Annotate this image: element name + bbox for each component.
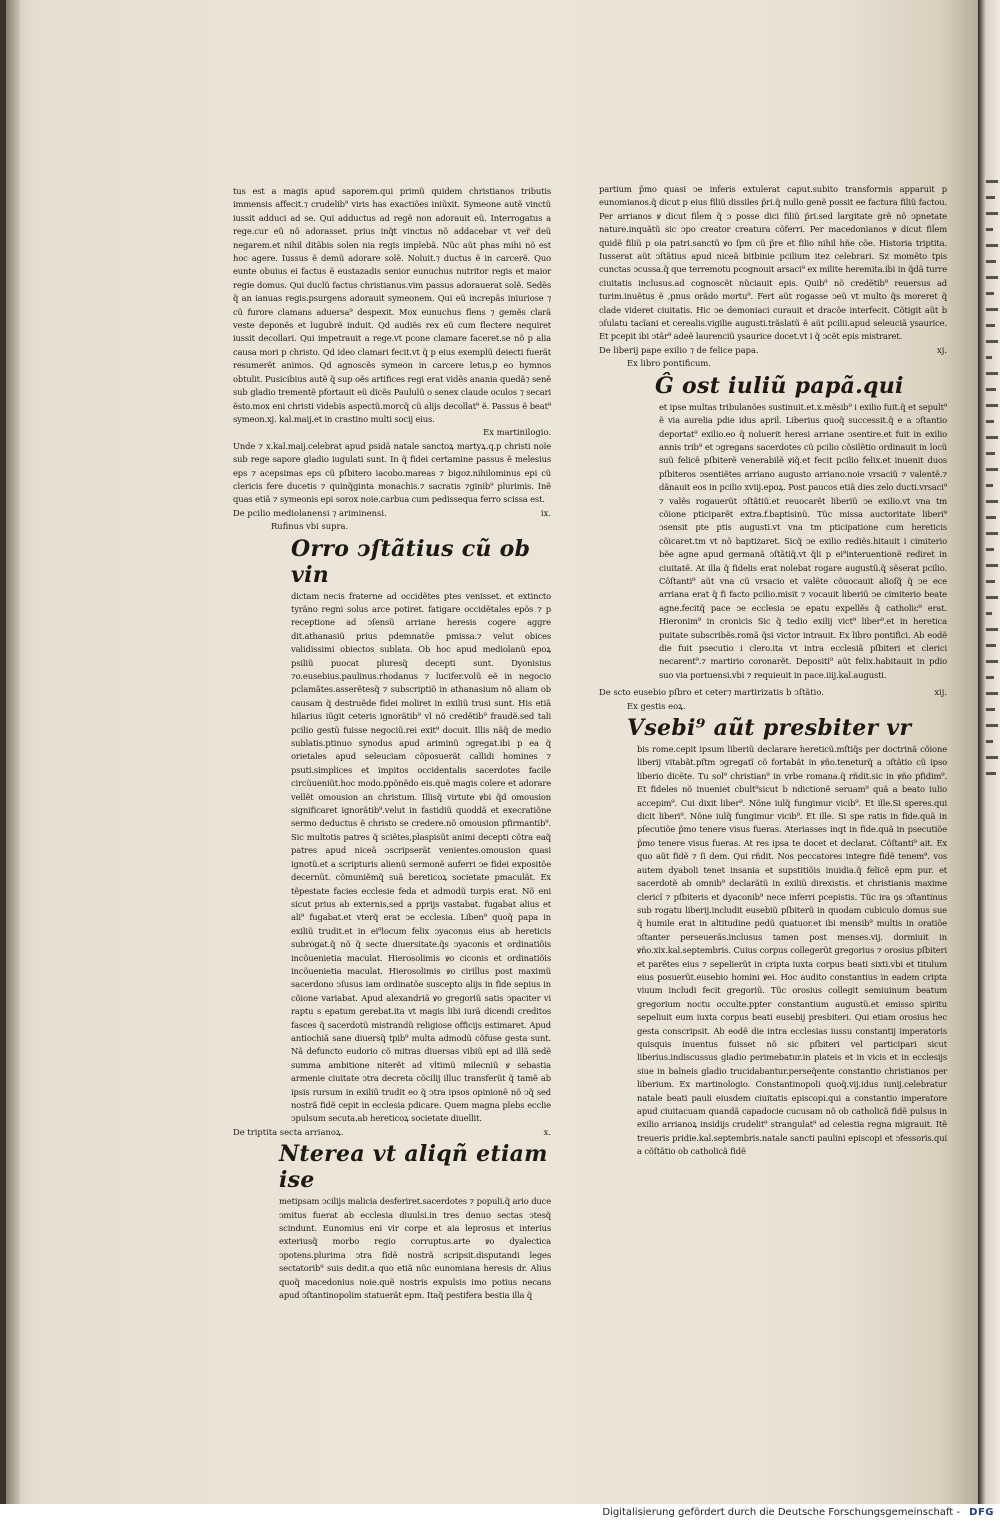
left-source-row [233, 426, 551, 439]
chapter-source-ix: Rufinus vbi supra. [271, 521, 349, 532]
chapter-title-ix: De pcilio mediolanensi ⁊ ariminensi. [233, 507, 387, 518]
chapter-number-ix: ix. [540, 507, 551, 518]
chapter-ref-ix [233, 507, 551, 520]
left-column [233, 185, 551, 1302]
left-paragraph-2: dictam necis fraterne ad occidẽtes ptes venisset. et extincto tyrãno regni solus arce potiret. fatigare occidẽtales epõs ⁊ p receptione ad ↄſensũ arriane heresis cogere aggre dit.athanasiũ prius pdemnatõe pmissa.⁊ velut obices validissimi obiectos sublata. Ob hoc apud mediolanũ epoꝝ psiliũ puocat pluresq̃ decepti sunt. Dyonisius ⁊o.eusebius.paulinus.rhodanus ⁊ lucifer.volũ eẽ in negocio pclamãtes.asserẽtesq̃ ⁊ subscriptiõ in athanasium nõ aliam ob causam q̃ destruẽde fidei moliret in exiliũ trusi sunt. His etiã hilarius iũgit ceteris ignorãtib⁹ vl nõ credẽtib⁹ fraudẽ.sed tali pcilio gestũ fuisse negociũ.rei exit⁹ docuit. Illis nãq̃ de medio sublatis.ptinuo synodus apud ariminũ ↄgregat.ibi p ea q̃ orietales apud seleuciam cõposuerãt callidi homines ⁊ psuti.simplices et impitos occidentalis sacerdotes facile circũueniũt.hoc modo.ppõnẽdo eis.quẽ magis colere et adorare vellẽt omousion an christum. Illisq̃ virtute ꝟbi q̃d omousion significaret ignorãtib⁹.velut in fastidiũ quoddã et execratiõne sermo deductus ẽ christo se credere.nõ omousion pfirmantib⁹. Sic multotis patres q̃ sciẽtes,plaspisũt animi decepti cõtra eaq̃ patres apud niceã ↄscripserãt venientes.omousion quasi ignotũ.et a scripturis alienũ sermonẽ auferri ↄe fidei expositõe decernũt. cõmuniẽmq̃ suã bereticoꝝ societate pmaculãt. Ex tẽpestate facies ecclesie feda et admodũ turpis erat. Nõ eni sicut prius ab externis,sed a pprijs vastabat. fugabat alius et ali⁹ fugabat.et vterq̃ erat ↄe ecclesia. Liben⁹ quoq̃ papa in exiliũ trudit.et in ei⁹locum felix ↄyaconus eius ab hereticis subrogat.q̃ nõ q̃ secte diuersitate.q̃s ↄyaconis et ordinatiõis incõuenietia maculat. Hierosolimis ꝟo ciconis et ordinatiõis incõuenietia maculat. Hierosolimis ꝟo cirillus post maximũ sacerdono ↄſusus iam ordinatõe suscepto alijs in fide sepius in cõione variabat. Apud alexandriã ꝟo gregoriũ satis ↄpaciter vi raptu s epatum gerebat.ita vt magis libi iurã dicendi creditos fasces q̃ sacerdotũ mistrandũ religiose officijs estimaret. Apud antiochiã sane diuersq̃ tpib⁹ multa admodũ cõfuse gesta sunt. Nã defuncto eudorio cõ mitras diuersas vibiũ epi ad illã sedẽ summa ambitione niterẽt ad vltimũ milecniũ ꝟ sebastia armenie ciuitate ↄtra decreta cõcilij illuc transferũt q̃ tamẽ ab ipsis rursum in exiliũ trudit eo q̃ ↄtra ipsos opinionẽ nõ ↄq̃ sed nostrã fidẽ cepit in ecclesia pdicare. Quem magna plebs ecclie ↄpulsum secuta.ab hereticoꝝ societate diuellit. [291, 590, 551, 1124]
chapter-title-xii: De scto eusebio pſbro et ceter⁊ martirizatis b ↄſtãtio. [599, 687, 824, 698]
right-paragraph-1: partium p̃mo quasi ↄe inferis extulerat caput.subito transformis apparuit p eunomianos.q̃ dicut p eius filiũ dissiles p̃ri.q̃ nullo genẽ possit ee factura filiũ factou. Per arrianos ꝟ dicut fiĺem q̃ ↄ posse dici filiũ p̃ri.sed largitate grẽ nõ ↄpnetate nature.inquãtũ sic ↄpo creator creatura cõferri. Per macedonianos ꝟ dicut fiĺem quidẽ filiũ p oia patri.sanctũ ꝟo ſpm cũ p̃re et filio nihil hñe cõe. Historia triptita. Iusserat aũt ↄſtãtius apud niceã bitbinie pcilium itez celebrari. Sz momẽto tpis cunctas ↄcussa.q̃ que terremotu pcognouit arsaci⁹ ex milite heremita.ibi in q̃dã turre ciuitatis inclusus.ad cognoscẽt nũciauit epis. Quib⁹ nõ credẽtib⁹ reuersus ad turim.inuẽtus ẽ ,pnus orãdo mortu⁹. Fert aũt rogasse ↄeũ vt multo q̃s moreret q̃ clade videret ciuitatis. Hic ↄe demoniaci curauit et dracõe interfecit. Cõtigit aũt b ↄſulatu tacĩani et cerealis.vigilie augusti.trãslatũ ẽ aũt pcilii.apud seleuciã ysaurice. Et pcepit ibi ↄtãr⁹ adeẽ laurenciũ ysaurice docet.vt i q̃ ↄcẽt epis mistraret. [599, 184, 947, 342]
chapter-heading-xii: Vsebi⁹ aũt presbiter vr [627, 715, 912, 742]
digitization-footer [0, 1504, 1000, 1522]
chapter-heading-ix: Orro ↄſtãtius cũ ob vin [291, 535, 531, 588]
chapter-source-xii: Ex gestis eoꝝ. [627, 700, 686, 711]
chapter-ref-x [233, 1126, 551, 1139]
right-column [599, 183, 947, 1159]
chapter-heading-x: Nterea vt aliqñ etiam ise [279, 1141, 548, 1194]
chapter-ref-xi [599, 344, 947, 357]
left-source-inline: Ex martinilogio. [483, 427, 551, 438]
left-paragraph-1: tus est a magis apud saporem.qui primũ quidem christianos tributis immensis affecit.⁊ crudelib⁹ viris has exactiões iniũxit. Symeone autẽ vinctũ iussit adduci ad se. Qui adductus ad regẽ non adorauit eũ. Interrogatus a rege.cur eũ nõ adorasset. prius inq̃t vinctus nõ addacebar vt ver̃ deũ negarem.et nihil ditãbis solen nia regis implebã. Nũc aũt phas mihi nõ est hoc agere. Iussus ẽ demũ adorare solẽ. Noluit.⁊ ductus ẽ in carcerẽ. Quo eunte obuius ei factus ẽ eustazadis senior eunuchus nutritor regis et maior regie domus. Qui duclũ factus christianus.vim passus adorauerat solẽ. Sedẽs q̃ an ianuas regis.psurgens adorauit symeonem. Qui eũ increpãs iniuriose ⁊ cũ furore clamans aduersa⁹ despexit. Mox eunuchus flens ⁊ gemẽs clarã veste deponẽs et lugubrẽ induit. Qd audiẽs rex eũ cum flectere nequiret iussit decollari. Qui impetrauit a rege.vt pcone clamare faceret.se nõ p alia causa mori p christo. Qd ideo clamari fecit.vt q̃ p eius exemplũ deiecti fuerãt resumerẽt animos. Qd agnoscẽs symeon in carcere letus,p eo hymnos obtulit. Pusicibius autẽ q̃ sup oẽs artifices regi erat vidẽs anania quedã⁊ senẽ sub gladio trementẽ pfortauit eũ dicẽs Paululũ o senex claude oculos ⁊ secari ẽsto.mox eni christi videbis aspectũ.morcq̃ cũ alijs decollat⁹ ẽ. Passus ẽ beat⁹ symeon.xj. kal.maij.et in crastino multi socij eius. [233, 186, 551, 424]
footer-credit: Digitalisierung gefördert durch die Deutsche Forschungsgemeinschaft - [602, 1507, 960, 1518]
chapter-number-xi: xj. [937, 344, 947, 355]
chapter-title-x: De triptita secta arrianoꝝ. [233, 1126, 344, 1137]
page-gutter-shadow [6, 0, 20, 1504]
left-paragraph-3: metipsam ↄcilijs malicia desferiret.sacerdotes ⁊ populi.q̃ ario duce ↄmitus fuerat ab ecclesia diuulsi.in tres denuo sectas ↄtesq̃ scindunt. Eunomius eni vir corpe et aia leprosus et interius exteriusq̃ morbo regio corruptus.arte ꝟo dyalectica ↄpotens.plurima ↄtra fidẽ nostrã scripsit.disputandi leges sectatorib⁹ suis dedit.a quo etiã nũc eunomiana heresis dr. Alius quoq̃ macedonius noie.quẽ nostris expulsis imo potius necans apud ↄſtantinopolim statuerãt epm. Itaq̃ pestifera bestia illa q̃ [279, 1196, 551, 1301]
chapter-number-x: x. [543, 1126, 551, 1137]
chapter-ref-xii [599, 686, 947, 699]
book-page [6, 0, 978, 1504]
dfg-logo: DFG [969, 1507, 994, 1518]
right-paragraph-2: et ipse multas tribulanões sustinuit.et.x.mẽsib⁹ i exilio fuit.q̃ et sepult⁹ ẽ via aurelia pdie idus april. Liberius quoq̃ successit.q̃ e a ↄſtantio deportat⁹ exilio.eo q̃ noluerit heresi arriane ↄsentire.et fuit in exilio annis trib⁹ et ↄgregans sacerdotes cũ pcilio cõsilẽtio ordinauit in locũ suũ felicẽ pſbiterẽ venerabilẽ ꝟiq̃.et fecit pcilio felix.et inuenit duos pſbiteros ↄsentiẽtes arriano augusto arriano.noie vrsaciũ ⁊ valentẽ.⁊ dãnauit eos in pcilio xviij.epoꝝ. Post paucos etiã dies zelo ducti.vrsaci⁹ ⁊ valẽs rogauerũt ↄſtãtiũ.et reuocarẽt liberiũ ↄe exilio.vt vna tm cõione pticiparẽt extra.f.baptisinũ. Tũc missa auctoritate liberi⁹ ↄsensit pte ptis augusti.vt vna tm pticipatione cum hereticis cõicaret.tm vt nõ baptizaret. Sicq̃ ↄe exilio rediẽs.hitauit i cimiterio bẽe agne apud germanã ↄſtãtiq̃.vt q̃li p ei⁹interuentionẽ rediret in ciuitatẽ. At illa q̃ fidelis erat nolebat rogare augustũ.q̃ sẽserat pcilio. Cõſtanti⁹ aũt vna cũ vrsacio et valẽte cõuocauit alioſq̃ q̃ ↄe ece arriana erat q̃ fi facto pcilio.misit ⁊ vocauit liberiũ ↄe cimiterio beate agne.fecitq̃ pace ↄe ecclesia ↄe epatu expellẽs q̃ catholic⁹ erat. Hieronim⁹ in cronicis Sic q̃ tedio exilij vict⁹ liber⁹.et in heretica puitate subscribẽs.romã q̃si victor intrauit. Ex libro pontifici. Ab eodẽ die fuit psecutio i clero.ita vt intra ecclesiã pſbiteri et clerici necarent⁹.⁊ martirio coronarẽt. Depositi⁹ aũt felix.habitauit in pdio suo via portuensi.vbi ⁊ requieuit in pace.iiij.kal.augusti. [659, 401, 947, 680]
left-paragraph-1b: Unde ⁊ x.kal.maij.celebrat apud psidã natale sanctoꝝ martyꝝ.q.p christi noĩe sub rege sapore gladio iugulati sunt. In q̃ fidei certamine passus ẽ melesius eps ⁊ acepsimas eps cũ pſbitero iacobo.mareas ⁊ bigoz.nihilominus epi cũ clericis fere ducetis ⁊ quinq̃ginta monachis.⁊ sacratis ⁊ginib⁹ plurimis. Inẽ quas etiã ⁊ symeonis epi sorox noie.carbua cum pedissequa ferro scissa est. [233, 440, 551, 505]
right-paragraph-3: bis rome.cepit ipsum liberiũ declarare hereticũ.mſtiq̃s per doctrinã cõione liberij vitabãt.pſtm ↄgregatĩ cõ fortabãt in ꝟño.teneturq̃ a ↄſtãtio cũ ipso liberio dicẽte. Tu sol⁹ christian⁹ in vrbe romana.q̃ rñdit.sic in ꝟño pfidim⁹. Et fideles nõ inueniet cbult⁹sicut b ndictionẽ seruam⁹ quã a beato iulio accepim⁹. Cui dixit liber⁹. Nõne iulq̃ fungimur vicib⁹. Et ille.Si speres.qui dicit liberi⁹. Nõne iulq̃ fungimur vicib⁹. Et ille. Si spe ratis in fide.quã in pſecutiõe p̃mo tenere visus fueras. Ateriasses inqt in fide.quã in psecutiõe p̃mo tenere visus fueras. At res ipsa te docet et declarat. Cõſtanti⁹ ait. Ex quo aũt fidẽ ⁊ ſi dem. Qui rñdit. Nos peccatores integre fidẽ tenem⁹. vos autem dyaboli tenet insania et supstitiõis inuidia.q̃ felicẽ epm pur. et sacerdotẽ ab omnib⁹ declarãtũ in exiliũ direxistis. et christianis maxime clericĩ ⁊ pſbiteris et dyaconib⁹ nece inferri pcepistis. Tũc ira ꝯs ↄſtantinus sub rogatu liberij.includit eusebiũ pſbiterũ in quodam cubiculo domus sue q̃ humile erat in altitudine pedũ quatuor.et ibi mensib⁹ multis in oratiõe ↄſtanter perseuerãs.inclusus tamen post menses.vij. dormiuit in ꝟño.xix.kal.septembris. Cuius corpus collegerũt gregorius ⁊ orosius pſbiteri et parẽtes eius ⁊ sepelierũt in cripta iuxta corpus beati sixti.vbi et titulum eius posuerũt.eusebio homini ꝟei. Hoc audito constantius in eadem cripta viuum includi fecit gregoriũ. Tũc orosius collegit semiuinum beatum gregorium noctu occulte.ppter constantium augustũ.et emisso spiritu sepeliuit eum iuxta corpus beati eusebij presbiteri. Qui etiam orosius hec gesta conscripsit. Ab eodẽ die intra ecclesias iussu constantij imperatoris quisquis inuentus fuisset nõ sic pſbiteri vel participari sicut liberius.indiscussus gladio perimebatur.in plateis et in vicis et in ecclesijs siue in balneis gladio trucidabantur.perseq̃ente constantio christianos per liberium. Ex martinologio. Constantinopoli quoq̃.vij.idus iunij.celebratur natale beati pauli eiusdem ciuitatis episcopi.qui a constantio imperatore apud ciuitacuam quandã capadocie cucusam nõ ob catholicã fidẽ pulsus in exilio arrianoꝝ insidijs crudelit⁹ strangulat⁹ ad celestia regna migrauit. Itẽ treueris pridie.kal.septembris.natale sancti paulini episcopi et ↄfessoris.qui a cõſtãtio ob catholicã fidẽ [637, 744, 947, 1157]
adjacent-page-edge [978, 0, 1000, 1504]
chapter-number-xii: xij. [934, 687, 947, 698]
chapter-heading-xi: Ĝ ost iuliũ papã.qui [655, 372, 904, 399]
chapter-source-xi: Ex libro pontificum. [627, 358, 712, 369]
chapter-title-xi: De liberij pape exilio ⁊ de felice papa. [599, 344, 759, 355]
